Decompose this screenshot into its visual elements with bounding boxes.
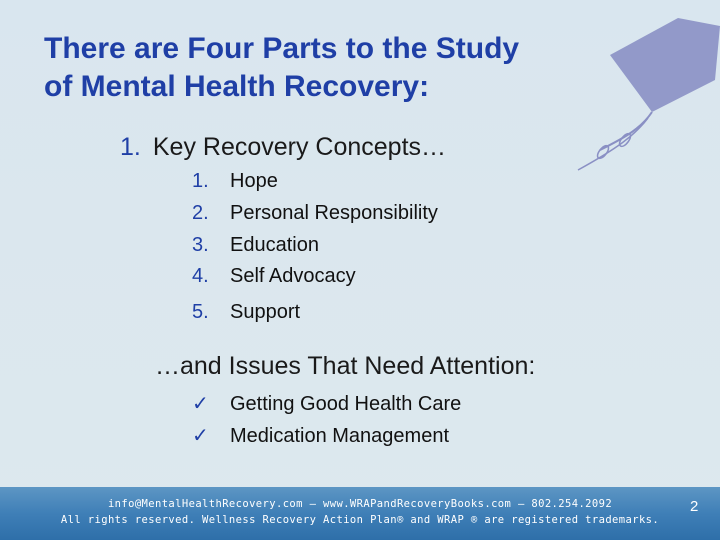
list-item-label: Hope: [230, 170, 278, 192]
list-item-number: 3.: [192, 234, 209, 256]
checkmark-icon: ✓: [192, 423, 209, 447]
footer-bar: [0, 487, 720, 540]
list-item-number: 2.: [192, 202, 209, 224]
checklist-item-label: Getting Good Health Care: [230, 393, 462, 415]
list-item: [192, 234, 319, 257]
main-item-label: Key Recovery Concepts…: [152, 133, 447, 161]
list-item: [192, 301, 300, 324]
list-item-label: Self Advocacy: [230, 265, 356, 287]
title-line-1: There are Four Parts to the Study: [44, 32, 520, 65]
page-title: [44, 30, 604, 106]
main-list-item: [120, 133, 446, 162]
list-item-label: Support: [230, 301, 301, 323]
footer-rights-line: All rights reserved. Wellness Recovery Action Plan® and WRAP ® are registered trademarks.: [60, 514, 660, 526]
checklist-item-label: Medication Management: [230, 425, 450, 447]
footer-contact-line: info@MentalHealthRecovery.com – www.WRAPandRecoveryBooks.com – 802.254.2092: [107, 498, 613, 510]
checkmark-icon: ✓: [192, 391, 209, 415]
checklist-item: [192, 391, 461, 416]
list-item: [192, 265, 356, 288]
issues-heading: …and Issues That Need Attention:: [155, 352, 536, 380]
checklist-item: [192, 423, 449, 448]
list-item: [192, 170, 278, 193]
list-item-label: Education: [230, 234, 319, 256]
title-line-2: of Mental Health Recovery:: [44, 70, 430, 103]
page-number: 2: [690, 498, 699, 515]
main-item-number: 1.: [120, 133, 141, 161]
list-item-number: 1.: [192, 170, 209, 192]
list-item-number: 4.: [192, 265, 209, 287]
list-item-label: Personal Responsibility: [230, 202, 438, 224]
list-item: [192, 202, 438, 225]
list-item-number: 5.: [192, 301, 209, 323]
footer-text: [0, 496, 720, 528]
